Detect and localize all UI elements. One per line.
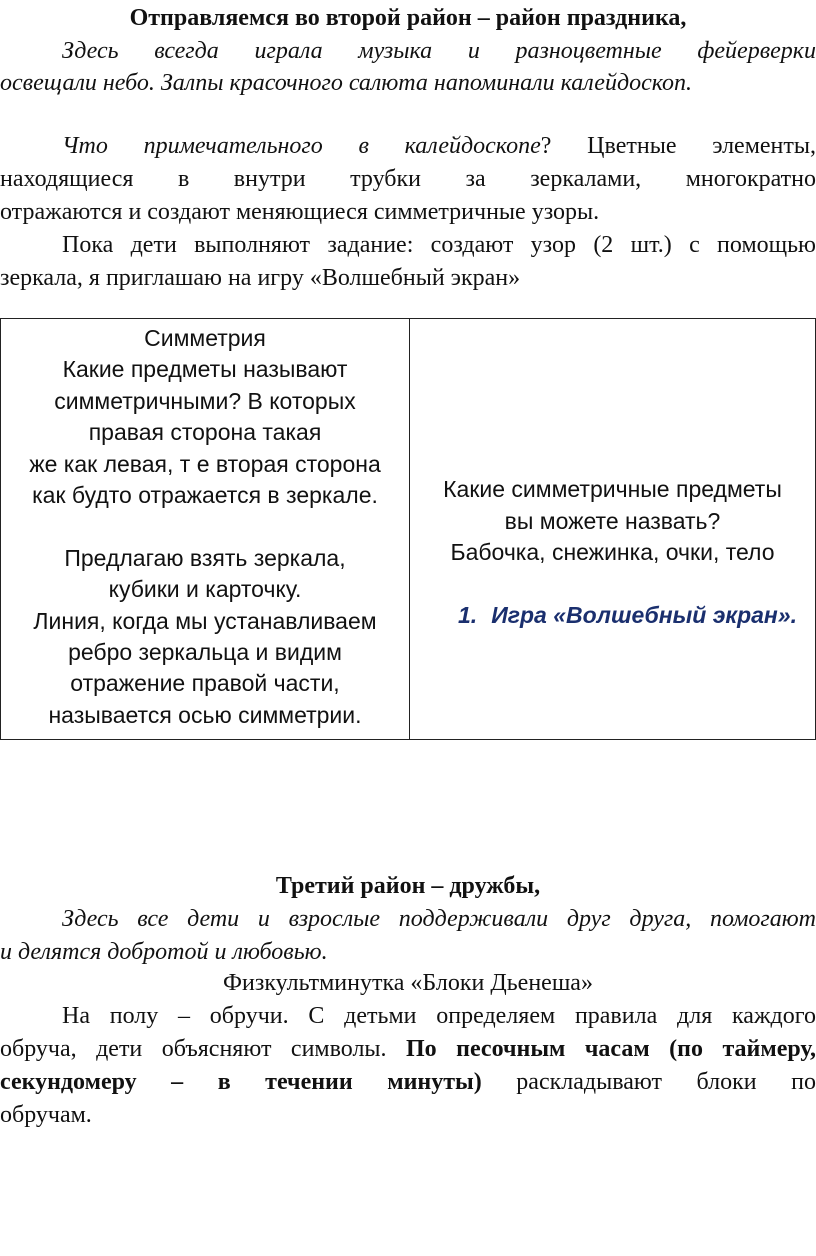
game-label: Игра «Волшебный экран». <box>491 602 797 629</box>
left-line: же как левая, т е вторая сторона <box>29 450 381 477</box>
left-line: Какие предметы называют <box>62 356 348 383</box>
physical-break-title: Физкультминутка «Блоки Дьенеша» <box>223 970 593 996</box>
hoops-line-3-plain: раскладывают блоки по <box>481 1069 816 1095</box>
question-mark: ? <box>540 133 552 159</box>
table-row <box>1 319 816 740</box>
right-line: Бабочка, снежинка, очки, тело <box>450 539 775 565</box>
symmetry-table <box>0 318 816 740</box>
question-rest: Цветные элементы, <box>551 133 816 159</box>
left-line: отражение правой части, <box>70 670 340 697</box>
paragraph-2-line-2: зеркала, я приглашаю на игру «Волшебный экран» <box>0 265 521 291</box>
left-line: как будто отражается в зеркале. <box>32 482 378 509</box>
right-line: Какие симметричные предметы <box>443 476 782 503</box>
friendship-intro-line-2: и делятся добротой и любовью. <box>0 939 328 965</box>
game-item <box>414 600 811 631</box>
right-line: вы можете назвать? <box>504 507 721 534</box>
left-line: Линия, когда мы устанавливаем <box>33 607 377 634</box>
section-title-friendship: Третий район – дружбы, <box>275 873 541 899</box>
paragraph-2-line-1: Пока дети выполняют задание: создают узор (2 шт.) с помощью <box>62 232 816 258</box>
question-italic: Что примечательного в калейдоскопе <box>62 133 541 159</box>
question-line <box>0 130 816 163</box>
left-line: кубики и карточку. <box>108 576 302 603</box>
intro-line-1: Здесь всегда играла музыка и разноцветные фейерверки <box>62 38 816 64</box>
left-blank-line <box>5 511 405 542</box>
table-cell-left <box>1 319 410 740</box>
table-cell-right <box>410 319 816 740</box>
friendship-intro-line-1: Здесь все дети и взрослые поддерживали друг друга, помогают <box>62 906 816 932</box>
hoops-line-3 <box>0 1066 816 1099</box>
hoops-line-4: обручам. <box>0 1102 92 1128</box>
left-line: Предлагаю взять зеркала, <box>64 544 346 571</box>
hoops-line-2 <box>0 1033 816 1066</box>
left-line-symmetry: Симметрия <box>144 325 266 351</box>
hoops-line-2-bold: По песочным часам (по таймеру, <box>406 1036 816 1062</box>
paragraph-1-line-2: находящиеся в внутри трубки за зеркалами, многократно <box>0 166 816 192</box>
game-number: 1. <box>458 602 478 629</box>
left-line: ребро зеркальца и видим <box>68 639 342 666</box>
section-title-holiday: Отправляемся во второй район – район праздника, <box>129 5 687 31</box>
left-line: симметричными? В которых <box>54 387 356 414</box>
hoops-line-3-bold: секундомеру – в течении минуты) <box>0 1069 482 1095</box>
paragraph-1-line-3: отражаются и создают меняющиеся симметричные узоры. <box>0 199 600 225</box>
hoops-line-2-plain: обруча, дети объясняют символы. <box>0 1036 407 1062</box>
intro-line-2: освещали небо. Залпы красочного салюта напоминали калейдоскоп. <box>0 70 693 96</box>
left-line: правая сторона такая <box>88 419 322 446</box>
left-line: называется осью симметрии. <box>48 701 362 728</box>
hoops-line-1: На полу – обручи. С детьми определяем правила для каждого <box>62 1003 816 1029</box>
